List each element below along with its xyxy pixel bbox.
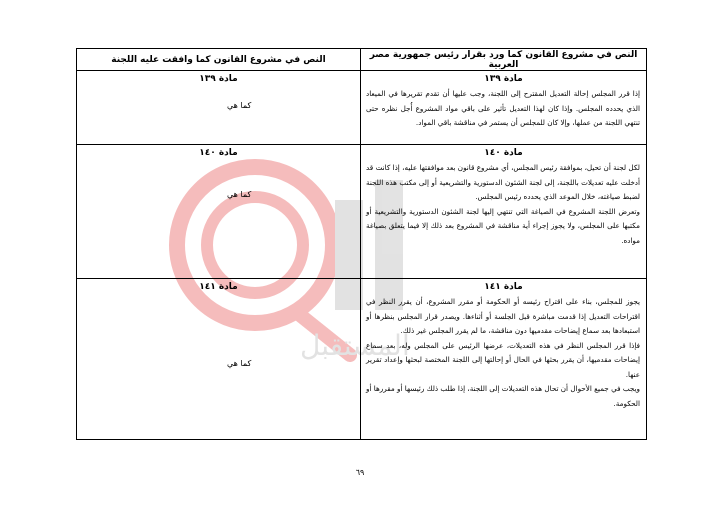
article-title: مادة ١٤٠ <box>484 148 523 158</box>
article-paragraph: وتعرض اللجنة المشروع في الصياغة التي تنتهي إليها لجنة الشئون الدستورية والتشريعية أو مكتبها على المجلس، ولا يجوز إجراء أية مناقشة في المشروع بعد ذلك إلا فيما يتعلق بصياغة مواده. <box>366 206 640 245</box>
committee-cell <box>77 145 361 279</box>
article-title: مادة ١٣٩ <box>484 74 523 84</box>
table-row <box>77 71 647 145</box>
watermark-text: المستقبل <box>300 329 410 362</box>
article-title: مادة ١٣٩ <box>199 74 238 84</box>
header-original-text: النص في مشروع القانون كما ورد بقرار رئيس جمهورية مصر العربية <box>361 49 647 71</box>
article-title: مادة ١٤٠ <box>199 148 238 158</box>
table-row <box>77 279 647 440</box>
page-number: ٦٩ <box>355 468 365 477</box>
article-paragraph: ويجب في جميع الأحوال أن تحال هذه التعديلات إلى اللجنة، إذا طلب ذلك رئيسها أو مقررها أو الحكومة. <box>366 384 640 408</box>
original-cell <box>361 71 647 145</box>
comparison-table <box>76 48 647 440</box>
as-is-text: كما هي <box>227 359 252 368</box>
article-title: مادة ١٤١ <box>199 282 238 292</box>
as-is-text: كما هي <box>227 101 252 110</box>
original-cell <box>361 145 647 279</box>
committee-cell <box>77 71 361 145</box>
article-paragraph: فإذا قرر المجلس النظر في هذه التعديلات، عرضها الرئيس على المجلس وله، بعد سماع إيضاحات مقدميها، أن يقرر بحثها في الحال أو إحالتها إلى اللجنة المختصة لبحثها وإعداد تقرير عنها. <box>366 340 640 379</box>
article-paragraph: لكل لجنة أن تحيل، بموافقة رئيس المجلس، أي مشروع قانون بعد موافقتها عليه، إذا كانت قد أدخلت عليه تعديلات باللجنة، إلى لجنة الشئون الدستورية والتشريعية أو إلى مكتب هذه اللجنة لضبط صياغته، خلال الموعد الذي يحدده رئيس المجلس. <box>366 163 640 201</box>
as-is-text: كما هي <box>227 190 252 199</box>
original-cell <box>361 279 647 440</box>
article-paragraph: يجوز للمجلس، بناء على اقتراح رئيسه أو الحكومة أو مقرر المشروع، أن يقرر النظر في اقتراحات التعديل إذا قدمت مباشرة قبل الجلسة أو أثناءها. ويصدر قرار المجلس بنظرها أو استبعادها بعد سماع إيضاحات مقدميها دون مناقشة، ما لم يقرر المجلس غير ذلك. <box>366 297 640 335</box>
header-committee-text: النص في مشروع القانون كما وافقت عليه اللجنة <box>77 49 361 71</box>
article-title: مادة ١٤١ <box>484 282 523 292</box>
committee-cell <box>77 279 361 440</box>
article-paragraph: إذا قرر المجلس إحالة التعديل المقترح إلى اللجنة، وجب عليها أن تقدم تقريرها في الميعاد الذي يحدده المجلس. وإذا كان لهذا التعديل تأثير على باقي مواد المشروع أُجل نظره حتى تنتهي اللجنة من عملها، وإلا كان للمجلس أن يستمر في مناقشة باقي المواد. <box>366 89 640 127</box>
table-row <box>77 145 647 279</box>
